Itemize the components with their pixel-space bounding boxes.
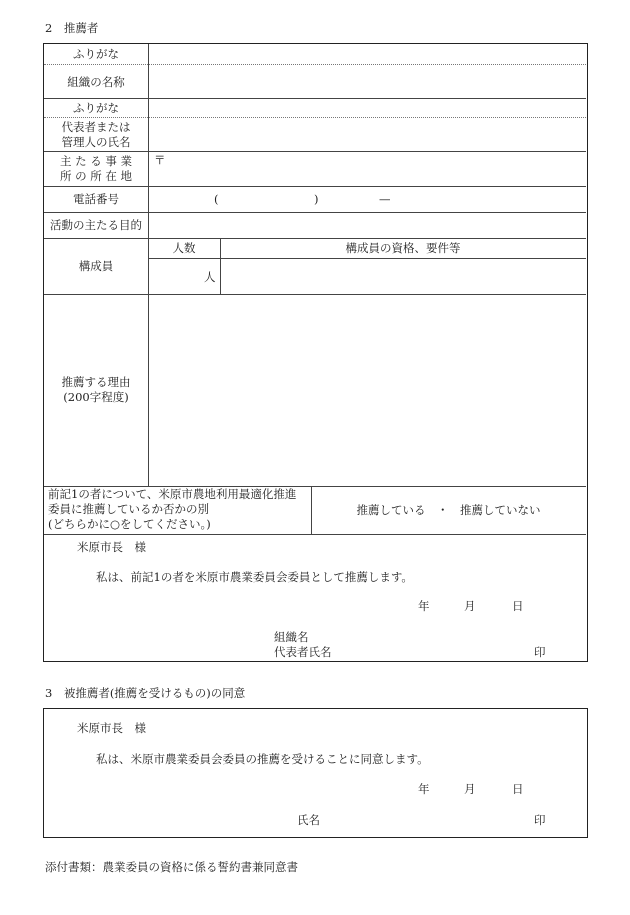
reason-label-line2: (200字程度) [63,390,129,404]
consent-seal-mark: 印 [534,813,546,827]
consent-name-label: 氏名 [297,813,320,827]
rep-name-field-label: 代表者氏名 [274,645,332,659]
label-column-divider [148,44,149,486]
question-line1: 前記1の者について、米原市農地利用最適化推進 [48,487,297,501]
phone-paren-open: ( [214,192,219,206]
consent-box [43,708,588,838]
postal-mark: 〒 [154,153,166,167]
attachment-note: 添付書類：農業委員の資格に係る誓約書兼同意書 [45,860,298,874]
phone-paren-close: ) [314,192,319,206]
furigana2-line [44,117,586,118]
office-label-line2: 所 の 所 在 地 [59,169,133,183]
consent-month: 月 [464,782,476,796]
recommender-table [43,43,588,662]
declaration-year: 年 [418,599,430,613]
purpose-label: 活動の主たる目的 [50,218,142,232]
declaration-month: 月 [464,599,476,613]
furigana2-label: ふりがな [73,101,119,115]
members-quals-header: 構成員の資格、要件等 [345,241,461,255]
row-line [44,98,586,99]
row-line [44,294,586,295]
reason-label-line1: 推薦する理由 [61,375,131,389]
row-line [44,534,586,535]
org-name-field-label: 組織名 [274,630,309,644]
members-unit: 人 [204,270,216,284]
question-answer: 推薦している ・ 推薦していない [356,503,541,517]
row-line [44,186,586,187]
seal-mark: 印 [534,645,546,659]
org-name-label: 組織の名称 [67,75,125,89]
phone-label: 電話番号 [73,192,119,206]
question-line3: (どちらかに○をしてください。) [48,517,211,531]
question-line2: 委員に推薦しているか否かの別 [48,502,209,516]
members-count-header: 人数 [172,241,196,255]
phone-dash: — [379,192,391,206]
row-line [44,212,586,213]
declaration-addressee: 米原市長 様 [77,540,146,554]
office-label-line1: 主 た る 事 業 [59,154,133,168]
declaration-day: 日 [512,599,524,613]
row-line [44,238,586,239]
consent-day: 日 [512,782,524,796]
consent-year: 年 [418,782,430,796]
section3-heading: 3 被推薦者(推薦を受けるもの)の同意 [45,686,246,700]
furigana1-label: ふりがな [73,47,119,61]
consent-statement: 私は、米原市農業委員会委員の推薦を受けることに同意します。 [96,752,429,766]
row-line [44,151,586,152]
consent-addressee: 米原市長 様 [77,721,146,735]
representative-label-line2: 管理人の氏名 [61,135,131,149]
members-header-line [148,258,586,259]
representative-label-line1: 代表者または [61,120,131,134]
declaration-statement: 私は、前記1の者を米原市農業委員会委員として推薦します。 [96,570,413,584]
section2-heading: 2 推薦者 [45,21,99,35]
furigana1-line [44,64,586,65]
members-label: 構成員 [78,259,114,273]
